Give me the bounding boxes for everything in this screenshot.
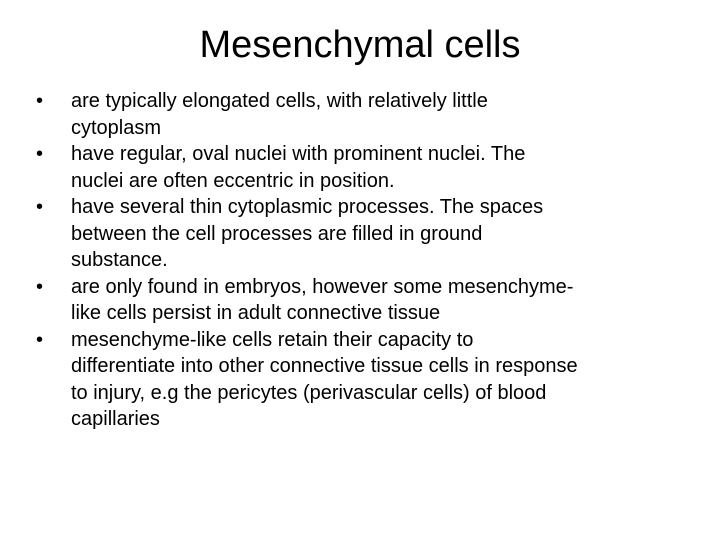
bullet-text-line: substance. (71, 249, 168, 271)
bullet-text-line: are typically elongated cells, with relatively little (71, 90, 488, 112)
bullet-text-line: like cells persist in adult connective tissue (71, 302, 441, 324)
bullet-item (36, 194, 696, 274)
bullet-item (36, 141, 696, 194)
bullet-text-line: nuclei are often eccentric in position. (71, 169, 395, 192)
bullet-text-line: differentiate into other connective tissue cells in response (71, 355, 578, 377)
bullet-item (36, 274, 696, 327)
bullet-list (36, 88, 696, 433)
bullet-icon: • (36, 90, 44, 112)
bullet-icon: • (36, 328, 44, 351)
bullet-icon: • (36, 275, 44, 298)
bullet-text-line: to injury, e.g the pericytes (perivascular cells) of blood (71, 381, 547, 404)
bullet-item (36, 88, 696, 141)
bullet-text-line: capillaries (71, 408, 160, 430)
bullet-text-line: between the cell processes are filled in ground (71, 222, 483, 245)
slide-title: Mesenchymal cells (199, 24, 521, 66)
bullet-text-line: cytoplasm (71, 116, 162, 139)
bullet-text-line: are only found in embryos, however some mesenchyme- (71, 275, 574, 298)
bullet-icon: • (36, 143, 44, 165)
bullet-text-line: have regular, oval nuclei with prominent nuclei. The (71, 143, 526, 165)
bullet-icon: • (36, 196, 44, 218)
bullet-item (36, 327, 696, 433)
bullet-text-line: mesenchyme-like cells retain their capacity to (71, 328, 474, 351)
bullet-text-line: have several thin cytoplasmic processes. The spaces (71, 196, 544, 218)
